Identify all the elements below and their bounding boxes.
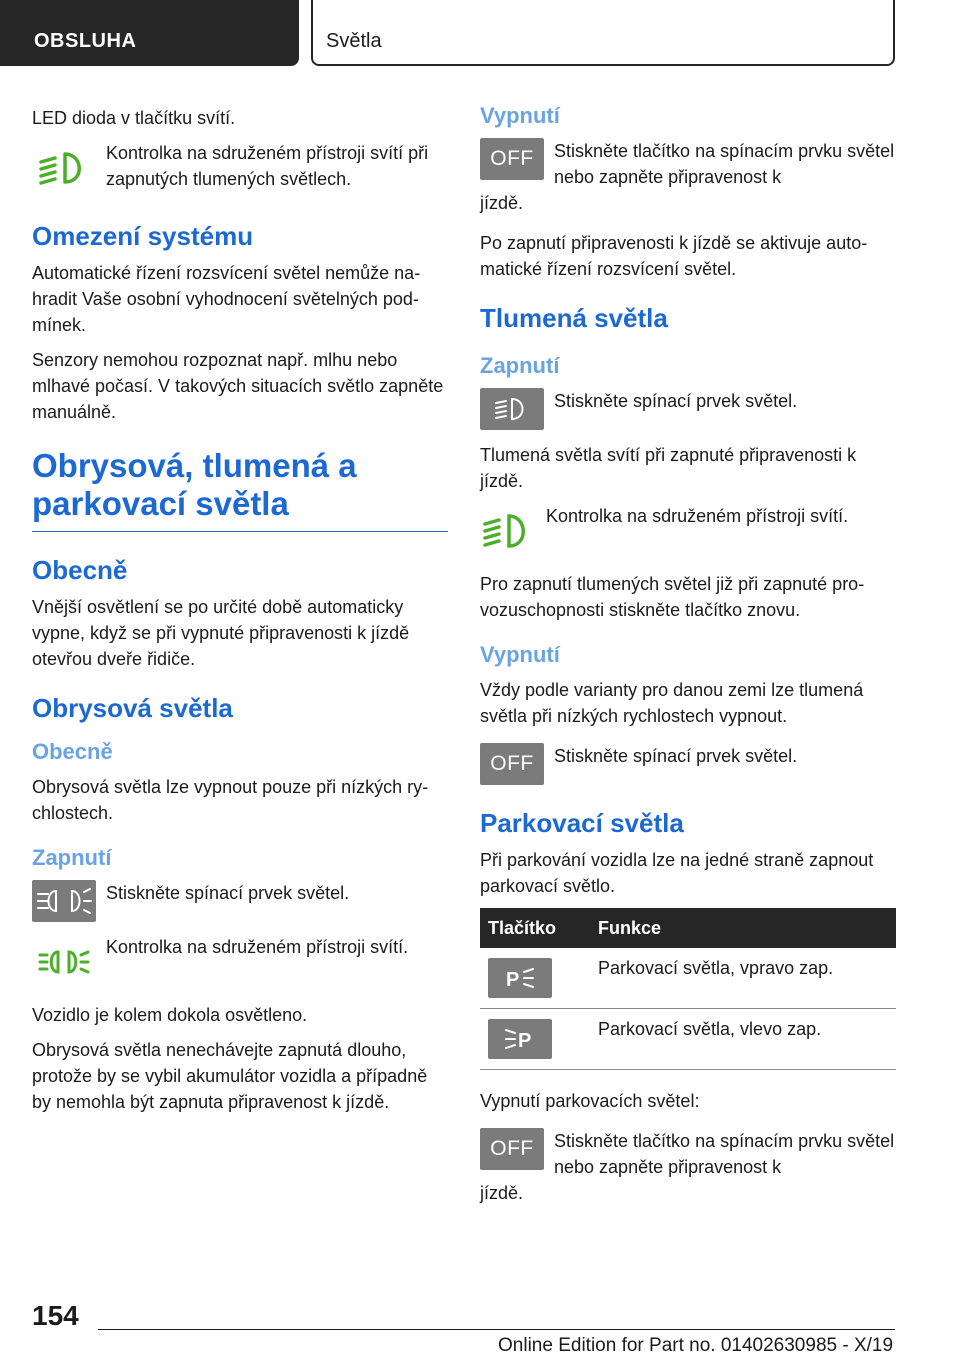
paragraph: Senzory nemohou rozpoznat např. mlhu nebo mlhavé počasí. V takových situacích světlo zapněte manuálně. <box>32 350 444 422</box>
paragraph: Vždy podle varianty pro danou zemi lze tlumená světla při nízkých rychlostech vypnout. <box>480 680 864 726</box>
paragraph: Vozidlo je kolem dokola osvětleno. <box>32 1005 308 1025</box>
subheading-switch-on: Zapnutí <box>32 845 112 870</box>
paragraph: jízdě. <box>480 193 524 213</box>
paragraph: Pro zapnutí tlumených světel již při zapnuté provozuschopnosti stiskněte tlačítko znovu. <box>480 574 865 620</box>
main-heading: Obrysová, tlumená a parkovací světla <box>32 447 448 532</box>
footer-divider <box>98 1329 895 1330</box>
paragraph: Automatické řízení rozsvícení světel nemůže nahradit Vaše osobní vyhodnocení světelných podmínek. <box>32 263 421 335</box>
paragraph: Vypnutí parkovacích světel: <box>480 1091 700 1111</box>
button-text: Stiskněte tlačítko na spínacím prvku světel nebo zapněte připravenost k <box>554 1131 895 1177</box>
button-row <box>32 880 448 922</box>
button-row <box>480 743 896 785</box>
heading-low-beam: Tlumená světla <box>480 303 668 333</box>
indicator-text: Kontrolka na sdruženém přístroji svítí. <box>106 937 409 957</box>
subheading-general: Obecně <box>32 739 113 764</box>
paragraph: Obrysová světla nenechávejte zapnutá dlouho, protože by se vybil akumulátor vozidla a případně by nemohla být zapnuta připravenost k jízdě. <box>32 1040 428 1112</box>
svg-text:P: P <box>506 969 520 991</box>
button-row <box>480 388 896 430</box>
low-beam-indicator-icon <box>32 140 96 196</box>
paragraph: LED dioda v tlačítku svítí. <box>32 108 236 128</box>
parking-light-right-icon <box>488 958 552 998</box>
off-button-icon: OFF <box>480 743 544 785</box>
left-column <box>32 105 448 1124</box>
button-text: Stiskněte spínací prvek světel. <box>106 883 350 903</box>
button-text: Stiskněte spínací prvek světel. <box>554 391 798 411</box>
paragraph: Po zapnutí připravenosti k jízdě se aktivuje automatické řízení rozsvícení světel. <box>480 233 868 279</box>
indicator-row <box>32 140 448 196</box>
button-text: Stiskněte spínací prvek světel. <box>554 746 798 766</box>
parking-light-left-icon <box>488 1019 552 1059</box>
button-row <box>480 138 896 190</box>
subheading-switch-on: Zapnutí <box>480 353 560 378</box>
low-beam-button-icon <box>480 388 544 430</box>
right-column <box>480 102 896 1215</box>
indicator-text: Kontrolka na sdruženém přístroji svítí při zapnutých tlumených světlech. <box>106 143 429 189</box>
paragraph: Tlumená světla svítí při zapnuté připravenosti k jízdě. <box>480 445 857 491</box>
indicator-row <box>480 503 896 559</box>
button-row <box>480 1128 896 1180</box>
table-cell: Parkovací světla, vpravo zap. <box>590 948 896 1009</box>
low-beam-indicator-icon <box>480 503 536 559</box>
subheading-switch-off: Vypnutí <box>480 642 560 667</box>
paragraph: Vnější osvětlení se po určité době automaticky vypne, když se při vypnuté připravenosti k jízdě otevřou dveře řidiče. <box>32 597 410 669</box>
parking-lights-table <box>480 908 896 1070</box>
indicator-text: Kontrolka na sdruženém přístroji svítí. <box>546 506 849 526</box>
footer-edition: Online Edition for Part no. 01402630985 - X/19 <box>498 1335 894 1356</box>
side-light-button-icon <box>32 880 96 922</box>
off-button-icon: OFF <box>480 1128 544 1170</box>
page-number: 154 <box>32 1300 79 1331</box>
table-cell: Parkovací světla, vlevo zap. <box>590 1009 896 1070</box>
subheading-switch-off: Vypnutí <box>480 103 560 128</box>
table-row <box>480 1009 896 1070</box>
header-section-label: OBSLUHA <box>34 30 137 52</box>
svg-text:P: P <box>518 1030 532 1052</box>
paragraph: jízdě. <box>480 1183 524 1203</box>
header-title: Světla <box>326 30 382 52</box>
side-light-indicator-icon <box>32 934 96 990</box>
indicator-row <box>32 934 448 990</box>
heading-parking-lights: Parkovací světla <box>480 808 684 838</box>
table-header-function: Funkce <box>590 908 896 948</box>
table-header-button: Tlačítko <box>480 908 590 948</box>
button-text: Stiskněte tlačítko na spínacím prvku světel nebo zapněte připravenost k <box>554 141 895 187</box>
paragraph: Obrysová světla lze vypnout pouze při nízkých rychlostech. <box>32 777 429 823</box>
heading-side-lights: Obrysová světla <box>32 693 233 723</box>
off-button-icon: OFF <box>480 138 544 180</box>
table-row <box>480 948 896 1009</box>
header-title-tab <box>311 0 895 66</box>
paragraph: Při parkování vozidla lze na jedné straně zapnout parkovací světlo. <box>480 850 874 896</box>
heading-general: Obecně <box>32 555 128 585</box>
heading-system-limits: Omezení systému <box>32 221 254 251</box>
